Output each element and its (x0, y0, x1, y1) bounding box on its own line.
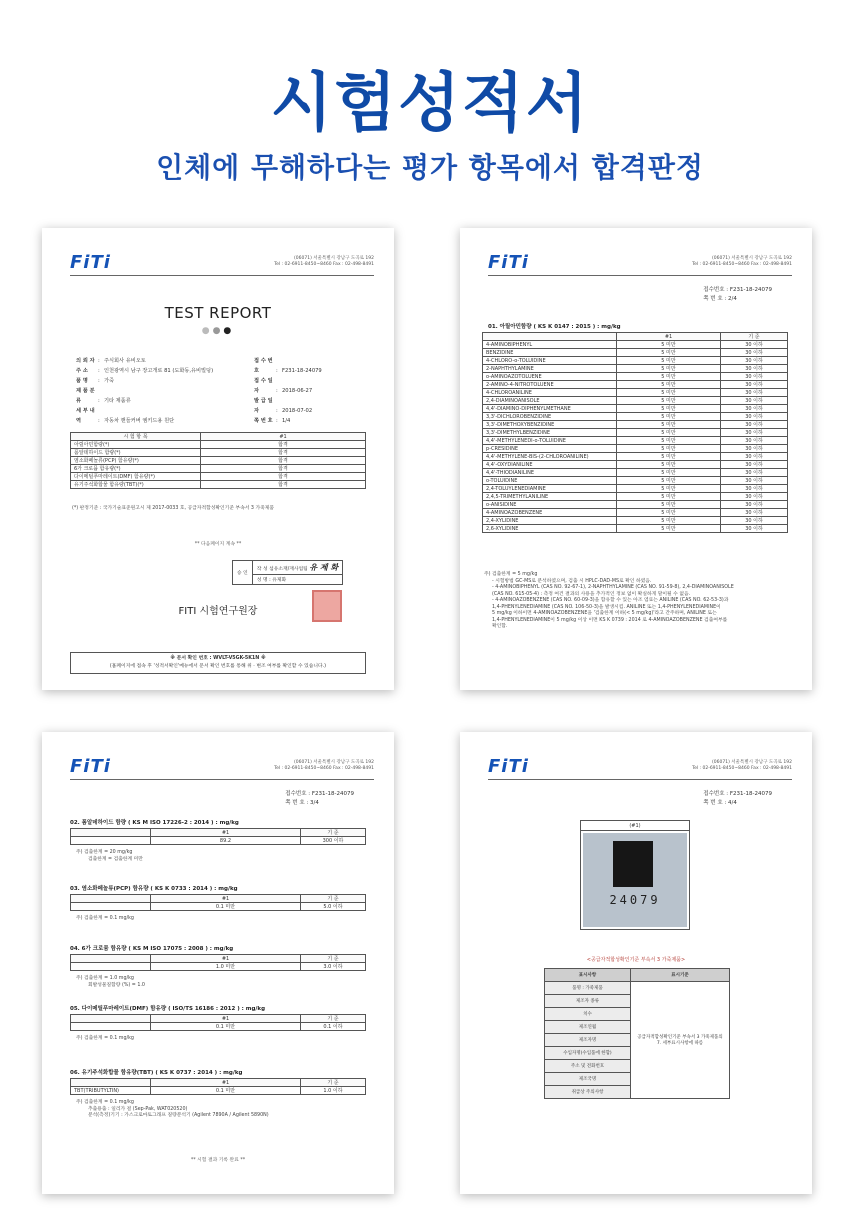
table-row (71, 1023, 366, 1031)
note-line: 주) 검출한계 = 1.0 mg/kg (76, 976, 134, 981)
table-row (483, 517, 788, 525)
substance-name: 4,4'-METHYLENE-BIS-(2-CHLOROANILINE) (483, 453, 617, 461)
result-value: 5 미만 (617, 493, 721, 501)
receipt-info: 접수번호 : F231-18-24079 쪽 번 호 : 4/4 (703, 791, 772, 806)
phone-line: Tel : 02-6911-8450~8460 Fax : 02-498-8491 (692, 262, 792, 267)
arylamine-table (482, 332, 788, 533)
note-line: - 4-AMINOAZOBENZENE (CAS NO. 60-09-3)을 함유할 수 있는 아조 염료는 ANILINE (CAS NO. 62-53-3)과 (492, 598, 729, 603)
standard-value: 30 이하 (721, 365, 788, 373)
table-cell: 89.2 (151, 837, 301, 845)
info-row (254, 376, 322, 396)
table-row (71, 903, 366, 911)
table-cell: 0.1 미만 (151, 903, 301, 911)
label-item: 수입자명(수입품에 한함) (545, 1047, 631, 1060)
info-label: 쪽 번 호 (254, 418, 273, 424)
section-title: 01. 아릴아민함량 ( KS K 0147 : 2015 ) : mg/kg (488, 324, 621, 330)
info-label: 품 명 (76, 378, 88, 384)
report-page-1 (42, 228, 394, 690)
phone-line: Tel : 02-6911-8450~8460 Fax : 02-498-8491 (692, 766, 792, 771)
table-row (483, 477, 788, 485)
result-value: 5 미만 (617, 357, 721, 365)
result-value: 5 미만 (617, 381, 721, 389)
note-line: 주) 검출한계 = 0.1 mg/kg (76, 916, 134, 921)
info-colon: : (98, 358, 100, 364)
note-line: 5 mg/kg 이하이면 4-AMINOAZOBENZENE을 '검출한계 이하(< 5 mg/kg)'라고 간주하며, ANILINE 또는 (492, 611, 717, 616)
substance-name: 3,3'-DIMETHYLBENZIDINE (483, 429, 617, 437)
page-header (70, 754, 374, 780)
standard-value: 30 이하 (721, 341, 788, 349)
address-line: (06071) 서울특별시 강남구 도곡로 192 (294, 760, 374, 765)
report-page-2 (460, 228, 812, 690)
substance-name: p-CRESIDINE (483, 445, 617, 453)
receipt-info: 접수번호 : F231-18-24079 쪽 번 호 : 2/4 (703, 287, 772, 302)
table-row (483, 373, 788, 381)
sample-photo (580, 820, 690, 930)
test-result: 합격 (201, 441, 366, 449)
info-label: 주 소 (76, 368, 88, 374)
note-line: 추출용출 : 일리가 걸 (Sep-Pak, WAT020520) (88, 1106, 188, 1112)
note-line: 확인함. (492, 624, 508, 629)
label-item: 주소 및 전화번호 (545, 1060, 631, 1073)
info-label: 세 부 내 역 (76, 408, 95, 424)
section-title: 05. 다이메틸푸마레이트(DMF) 함유량 ( ISO/TS 16186 : 2012 ) : mg/kg (70, 1006, 266, 1012)
end-note: ** 시험 결과 기록 완료 ** (190, 1158, 246, 1163)
table-row (71, 963, 366, 971)
standard-value: 30 이하 (721, 477, 788, 485)
standard-value: 30 이하 (721, 517, 788, 525)
info-value: 1/4 (282, 418, 291, 424)
label-standard-title: <공급자적합성확인기준 부속서 3 가죽제품> (586, 957, 686, 963)
table-row (483, 389, 788, 397)
result-table (70, 1078, 366, 1095)
table-row (483, 437, 788, 445)
table-head-row (71, 829, 366, 837)
substance-name: 2-NAPHTHYLAMINE (483, 365, 617, 373)
table-cell (71, 963, 151, 971)
section-title: 03. 염소화페놀류(PCP) 함유량 ( KS K 0733 : 2014 ) : mg/kg (70, 886, 238, 892)
table-header (71, 895, 151, 903)
section-title: 06. 유기주석화합물 함유량(TBT) ( KS K 0737 : 2014 ) : mg/kg (70, 1070, 243, 1076)
info-label: 접 수 일 자 (254, 378, 273, 394)
substance-name: 4,4'-DIAMINO-DIPHENYLMETHANE (483, 405, 617, 413)
test-item: 염소화페놀류(PCP) 함유량(*) (71, 457, 201, 465)
info-label: 접 수 번 호 (254, 358, 273, 374)
table-header: 기 준 (301, 955, 366, 963)
info-row (76, 386, 213, 406)
table-row (71, 441, 366, 449)
table-row (483, 469, 788, 477)
table-row (483, 341, 788, 349)
note-line: (CAS NO. 615-05-4) : 측정 여건 결과의 사용을 추가적인 정보 없이 확실하게 말이될 수 없음. (492, 591, 691, 597)
table-header (71, 955, 151, 963)
result-value: 5 미만 (617, 365, 721, 373)
confirm-role: 승 인 (233, 561, 253, 585)
col-label-standard: 표시기준 (631, 969, 730, 982)
dots-icon: ●●● (201, 326, 235, 336)
substance-name: 3,3'-DICHLOROBENZIDINE (483, 413, 617, 421)
info-colon: : (98, 378, 100, 384)
table-row (483, 405, 788, 413)
info-row (76, 366, 213, 376)
standard-value: 30 이하 (721, 405, 788, 413)
substance-name: 2,4-DIAMINOANISOLE (483, 397, 617, 405)
result-value: 5 미만 (617, 429, 721, 437)
standard-value: 30 이하 (721, 461, 788, 469)
table-cell: 0.1 미만 (151, 1087, 301, 1095)
page-number: 3/4 (310, 800, 319, 806)
fiti-logo: FiTi (488, 252, 529, 273)
standard-value: 30 이하 (721, 389, 788, 397)
result-value: 5 미만 (617, 341, 721, 349)
table-cell (71, 1023, 151, 1031)
table-row (483, 365, 788, 373)
info-value: 기타 제품류 (104, 398, 131, 404)
address-line: (06071) 서울특별시 강남구 도곡로 192 (712, 256, 792, 261)
result-value: 5 미만 (617, 349, 721, 357)
info-value: 인천광역시 남구 장고개로 81 (도화동,유비빌딩) (104, 368, 214, 374)
table-row (71, 457, 366, 465)
col-label-item: 표시사항 (545, 969, 631, 982)
result-value: 5 미만 (617, 525, 721, 533)
note-line: 주) 검출한계 = 5 mg/kg (484, 572, 538, 577)
result-value: 5 미만 (617, 373, 721, 381)
table-row (71, 481, 366, 489)
standard-value: 30 이하 (721, 437, 788, 445)
label-item: 제조국명 (545, 1073, 631, 1086)
table-cell: 1.0 미만 (151, 963, 301, 971)
address (274, 256, 374, 268)
info-row (76, 406, 213, 426)
substance-name: 4,4'-METHYLENEDI-o-TOLUIDINE (483, 437, 617, 445)
table-header: #1 (151, 829, 301, 837)
info-value: 주식회사 유비오토 (104, 358, 146, 364)
table-row (71, 449, 366, 457)
table-cell: TBT(TRIBUTYLTIN) (71, 1087, 151, 1095)
standard-value: 30 이하 (721, 397, 788, 405)
info-row (254, 416, 322, 426)
table-row (71, 1087, 366, 1095)
table-row (545, 982, 730, 995)
table-row (483, 349, 788, 357)
substance-name: BENZIDINE (483, 349, 617, 357)
label-standard: 공급자적합성확인기준 부속서 3 가죽제품의 7. 세부표시사항에 따름 (631, 982, 730, 1099)
note-line: 1,4-PHENYLENEDIAMINE이 5 mg/kg 이상 이면 KS K 0739 : 2014 로 4-AMINOAZOBENZENE 검출여부를 (492, 617, 728, 623)
substance-name: 2,4,5-TRIMETHYLANILINE (483, 493, 617, 501)
footnote: (*) 판정기준 : 국가기술표준원고시 제 2017-0033 호, 공급자적합성확인기준 부속서 3 가죽제품 (72, 506, 275, 511)
table-head-row (71, 955, 366, 963)
table-header: 기 준 (301, 1079, 366, 1087)
result-value: 5 미만 (617, 461, 721, 469)
info-value: 2018-07-02 (282, 408, 313, 414)
result-value: 5 미만 (617, 469, 721, 477)
table-header: #1 (151, 1015, 301, 1023)
info-label: 발 급 일 자 (254, 398, 273, 414)
table-head-row (71, 895, 366, 903)
label-table (544, 968, 730, 1099)
table-row (483, 501, 788, 509)
test-item: 폼알데하이드 함량(*) (71, 449, 201, 457)
label-item: 취급상 주의사항 (545, 1086, 631, 1099)
standard-value: 30 이하 (721, 525, 788, 533)
substance-name: 4,4'-THIODIANILINE (483, 469, 617, 477)
verification-box (70, 652, 366, 674)
table-head-row (71, 1079, 366, 1087)
table-cell: 1.0 이하 (301, 1087, 366, 1095)
info-colon: : (98, 398, 100, 404)
info-value: 자동차 핸들커버 엠키드용 원단 (104, 418, 175, 424)
note-line: 분석(측정)기기 : 가스크로마토그래프 질량분석기 (Agilent 7890A / Agilent 5890N) (88, 1113, 269, 1118)
confirm-name: 성 명 : 유제화 (252, 575, 342, 585)
table-row (483, 421, 788, 429)
standard-value: 30 이하 (721, 421, 788, 429)
table-header: #1 (151, 895, 301, 903)
info-value: 가죽 (104, 378, 115, 384)
result-table (70, 954, 366, 971)
result-table (70, 828, 366, 845)
info-value: F231-18-24079 (282, 368, 322, 374)
note-line: - 4-AMINOBIPHENYL (CAS NO. 92-67-1), 2-NAPHTHYLAMINE (CAS NO. 91-59-8), 2,4-DIAMINOANISOLE (492, 585, 734, 590)
verification-note: (홈페이지에 접속 후 '성적서확인'메뉴에서 문서 확인 번호를 통해 위 · 변조 여부를 확인할 수 있습니다.) (109, 664, 327, 669)
standard-value: 30 이하 (721, 349, 788, 357)
page-header (488, 250, 792, 276)
receipt-number: F231-18-24079 (311, 791, 354, 797)
leather-swatch (613, 841, 653, 887)
test-item: 유기주석화합물 함유량(TBT)(*) (71, 481, 201, 489)
note-line: 주) 검출한계 = 0.1 mg/kg (76, 1100, 134, 1105)
fiti-logo: FiTi (70, 252, 111, 273)
table-header: #1 (151, 1079, 301, 1087)
table-cell: 5.0 이하 (301, 903, 366, 911)
address (274, 760, 374, 772)
info-colon: : (98, 418, 100, 424)
info-colon: : (276, 418, 278, 424)
signature: 유 제 화 (309, 563, 339, 572)
substance-name: 4,4'-OXYDIANILINE (483, 461, 617, 469)
page-number: 4/4 (728, 800, 737, 806)
col-substance (483, 333, 617, 341)
info-row (76, 356, 213, 366)
phone-line: Tel : 02-6911-8450~8460 Fax : 02-498-8491 (274, 766, 374, 771)
table-cell: 300 이하 (301, 837, 366, 845)
table-header: 기 준 (301, 829, 366, 837)
table-row (483, 525, 788, 533)
table-header (71, 829, 151, 837)
standard-value: 30 이하 (721, 413, 788, 421)
summary-table (70, 432, 366, 489)
notes (484, 572, 734, 631)
info-left (76, 356, 213, 426)
result-value: 5 미만 (617, 413, 721, 421)
photo-label: (#1) (581, 821, 689, 831)
info-label: 제 품 분 류 (76, 388, 95, 404)
info-colon: : (276, 408, 278, 414)
receipt-number: F231-18-24079 (729, 791, 772, 797)
substance-name: 3,3'-DIMETHOXYBENZIDINE (483, 421, 617, 429)
substance-name: o-ANISIDINE (483, 501, 617, 509)
note-line: - 시험방법 GC-MS로 분석하였으며, 검출 시 HPLC-DAD-MS로 확인 하였음. (492, 578, 652, 584)
table-row (483, 397, 788, 405)
info-row (254, 396, 322, 416)
table-row (483, 485, 788, 493)
note-line: 주) 검출한계 = 20 mg/kg (76, 850, 133, 855)
fiti-logo: FiTi (70, 756, 111, 777)
col-result: #1 (201, 433, 366, 441)
hero-title: 시험성적서 (270, 67, 590, 141)
table-header (71, 1015, 151, 1023)
result-value: 5 미만 (617, 509, 721, 517)
page-number: 2/4 (728, 296, 737, 302)
table-cell: 0.1 미만 (151, 1023, 301, 1031)
label-item: 품명 : 가죽제품 (545, 982, 631, 995)
address-line: (06071) 서울특별시 강남구 도곡로 192 (294, 256, 374, 261)
standard-value: 30 이하 (721, 509, 788, 517)
table-row (483, 381, 788, 389)
result-value: 5 미만 (617, 445, 721, 453)
info-colon: : (276, 388, 278, 394)
substance-name: 4-AMINOAZOBENZENE (483, 509, 617, 517)
note-line: 검출한계 = 검출한계 미만 (88, 856, 143, 862)
confirm-box (232, 560, 343, 585)
section-title: 02. 폼알데하이드 함량 ( KS M ISO 17226-2 : 2014 ) : mg/kg (70, 820, 239, 826)
substance-name: 2,4-TOLUYLENEDIAMINE (483, 485, 617, 493)
table-head-row (71, 1015, 366, 1023)
receipt-number: F231-18-24079 (729, 287, 772, 293)
table-row (483, 453, 788, 461)
standard-value: 30 이하 (721, 373, 788, 381)
label-item: 제조자 종류 (545, 995, 631, 1008)
table-row (71, 473, 366, 481)
info-label: 의 뢰 자 (76, 358, 95, 364)
report-page-4 (460, 732, 812, 1194)
info-colon: : (276, 368, 278, 374)
result-value: 5 미만 (617, 485, 721, 493)
result-table (70, 1014, 366, 1031)
note-line: 주) 검출한계 = 0.1 mg/kg (76, 1036, 134, 1041)
standard-value: 30 이하 (721, 501, 788, 509)
substance-name: 4-CHLOROANILINE (483, 389, 617, 397)
result-value: 5 미만 (617, 501, 721, 509)
phone-line: Tel : 02-6911-8450~8460 Fax : 02-498-8491 (274, 262, 374, 267)
info-row (254, 356, 322, 376)
standard-value: 30 이하 (721, 453, 788, 461)
result-value: 5 미만 (617, 477, 721, 485)
table-header (71, 1079, 151, 1087)
result-value: 5 미만 (617, 453, 721, 461)
info-row (76, 376, 213, 386)
result-table (70, 894, 366, 911)
substance-name: 4-CHLORO-o-TOLUIDINE (483, 357, 617, 365)
result-value: 5 미만 (617, 389, 721, 397)
test-item: 아릴아민함량(*) (71, 441, 201, 449)
page-header (488, 754, 792, 780)
page-header (70, 250, 374, 276)
table-cell (71, 837, 151, 845)
table-row (483, 413, 788, 421)
standard-value: 30 이하 (721, 357, 788, 365)
substance-name: 4-AMINOBIPHENYL (483, 341, 617, 349)
table-row (71, 465, 366, 473)
report-title: TEST REPORT (164, 304, 272, 322)
col-test-item: 시 험 항 목 (71, 433, 201, 441)
result-value: 5 미만 (617, 517, 721, 525)
table-cell: 3.0 이하 (301, 963, 366, 971)
result-value: 5 미만 (617, 397, 721, 405)
sample-image (583, 833, 687, 927)
fiti-logo: FiTi (488, 756, 529, 777)
address (692, 760, 792, 772)
table-row (483, 357, 788, 365)
test-result: 합격 (201, 473, 366, 481)
col-standard: 기 준 (721, 333, 788, 341)
standard-value: 30 이하 (721, 445, 788, 453)
hero-subtitle: 인체에 무해하다는 평가 항목에서 합격판정 (156, 151, 704, 184)
confirm-dept: 작 성 섬유소재/재사업팀 유 제 화 (252, 561, 342, 575)
standard-value: 30 이하 (721, 381, 788, 389)
sample-number: 24079 (609, 893, 661, 907)
result-value: 5 미만 (617, 421, 721, 429)
standard-value: 30 이하 (721, 493, 788, 501)
substance-name: 2-AMINO-4-NITROTOLUENE (483, 381, 617, 389)
table-header: #1 (151, 955, 301, 963)
test-item: 다이메틸푸마레이트(DMF) 함유량(*) (71, 473, 201, 481)
label-item: 치수 (545, 1008, 631, 1021)
table-row (71, 837, 366, 845)
note-line: 1,4-PHENYLENEDIAMINE (CAS NO. 106-50-3)을 발생시킴. ANILINE 또는 1,4-PHENYLENEDIAMINE이 (492, 604, 721, 610)
substance-name: 2,6-XYLIDINE (483, 525, 617, 533)
table-row (483, 509, 788, 517)
table-row (483, 461, 788, 469)
info-value: 2018-06-27 (282, 388, 313, 394)
continue-note: ** 다음페이지 계속 ** (194, 542, 242, 547)
table-row (483, 445, 788, 453)
table-cell (71, 903, 151, 911)
address (692, 256, 792, 268)
test-result: 합격 (201, 457, 366, 465)
col-result: #1 (617, 333, 721, 341)
section-title: 04. 6가 크로뮴 함유량 ( KS M ISO 17075 : 2008 ) : mg/kg (70, 946, 234, 952)
receipt-info: 접수번호 : F231-18-24079 쪽 번 호 : 3/4 (285, 791, 354, 806)
test-result: 합격 (201, 465, 366, 473)
test-item: 6가 크로뮴 함유량(*) (71, 465, 201, 473)
table-row (483, 429, 788, 437)
substance-name: 2,4-XYLIDINE (483, 517, 617, 525)
test-result: 합격 (201, 481, 366, 489)
result-value: 5 미만 (617, 437, 721, 445)
table-cell: 0.1 이하 (301, 1023, 366, 1031)
report-page-3 (42, 732, 394, 1194)
standard-value: 30 이하 (721, 469, 788, 477)
substance-name: o-TOLUIDINE (483, 477, 617, 485)
info-right (254, 356, 322, 426)
institute-name: FITI 시험연구원장 (178, 606, 258, 617)
verification-number: ※ 문서 확인 번호 : WVLT-V5GK-5K1N ※ (170, 656, 266, 661)
standard-value: 30 이하 (721, 429, 788, 437)
test-result: 합격 (201, 449, 366, 457)
table-header: 기 준 (301, 895, 366, 903)
table-row (483, 493, 788, 501)
address-line: (06071) 서울특별시 강남구 도곡로 192 (712, 760, 792, 765)
table-header: 기 준 (301, 1015, 366, 1023)
substance-name: o-AMINOAZOTOLUENE (483, 373, 617, 381)
label-item: 제조자명 (545, 1034, 631, 1047)
label-item: 제조연월 (545, 1021, 631, 1034)
result-value: 5 미만 (617, 405, 721, 413)
note-line: 회발성물질함량 (%) = 1.0 (88, 982, 145, 988)
standard-value: 30 이하 (721, 485, 788, 493)
info-colon: : (98, 368, 100, 374)
